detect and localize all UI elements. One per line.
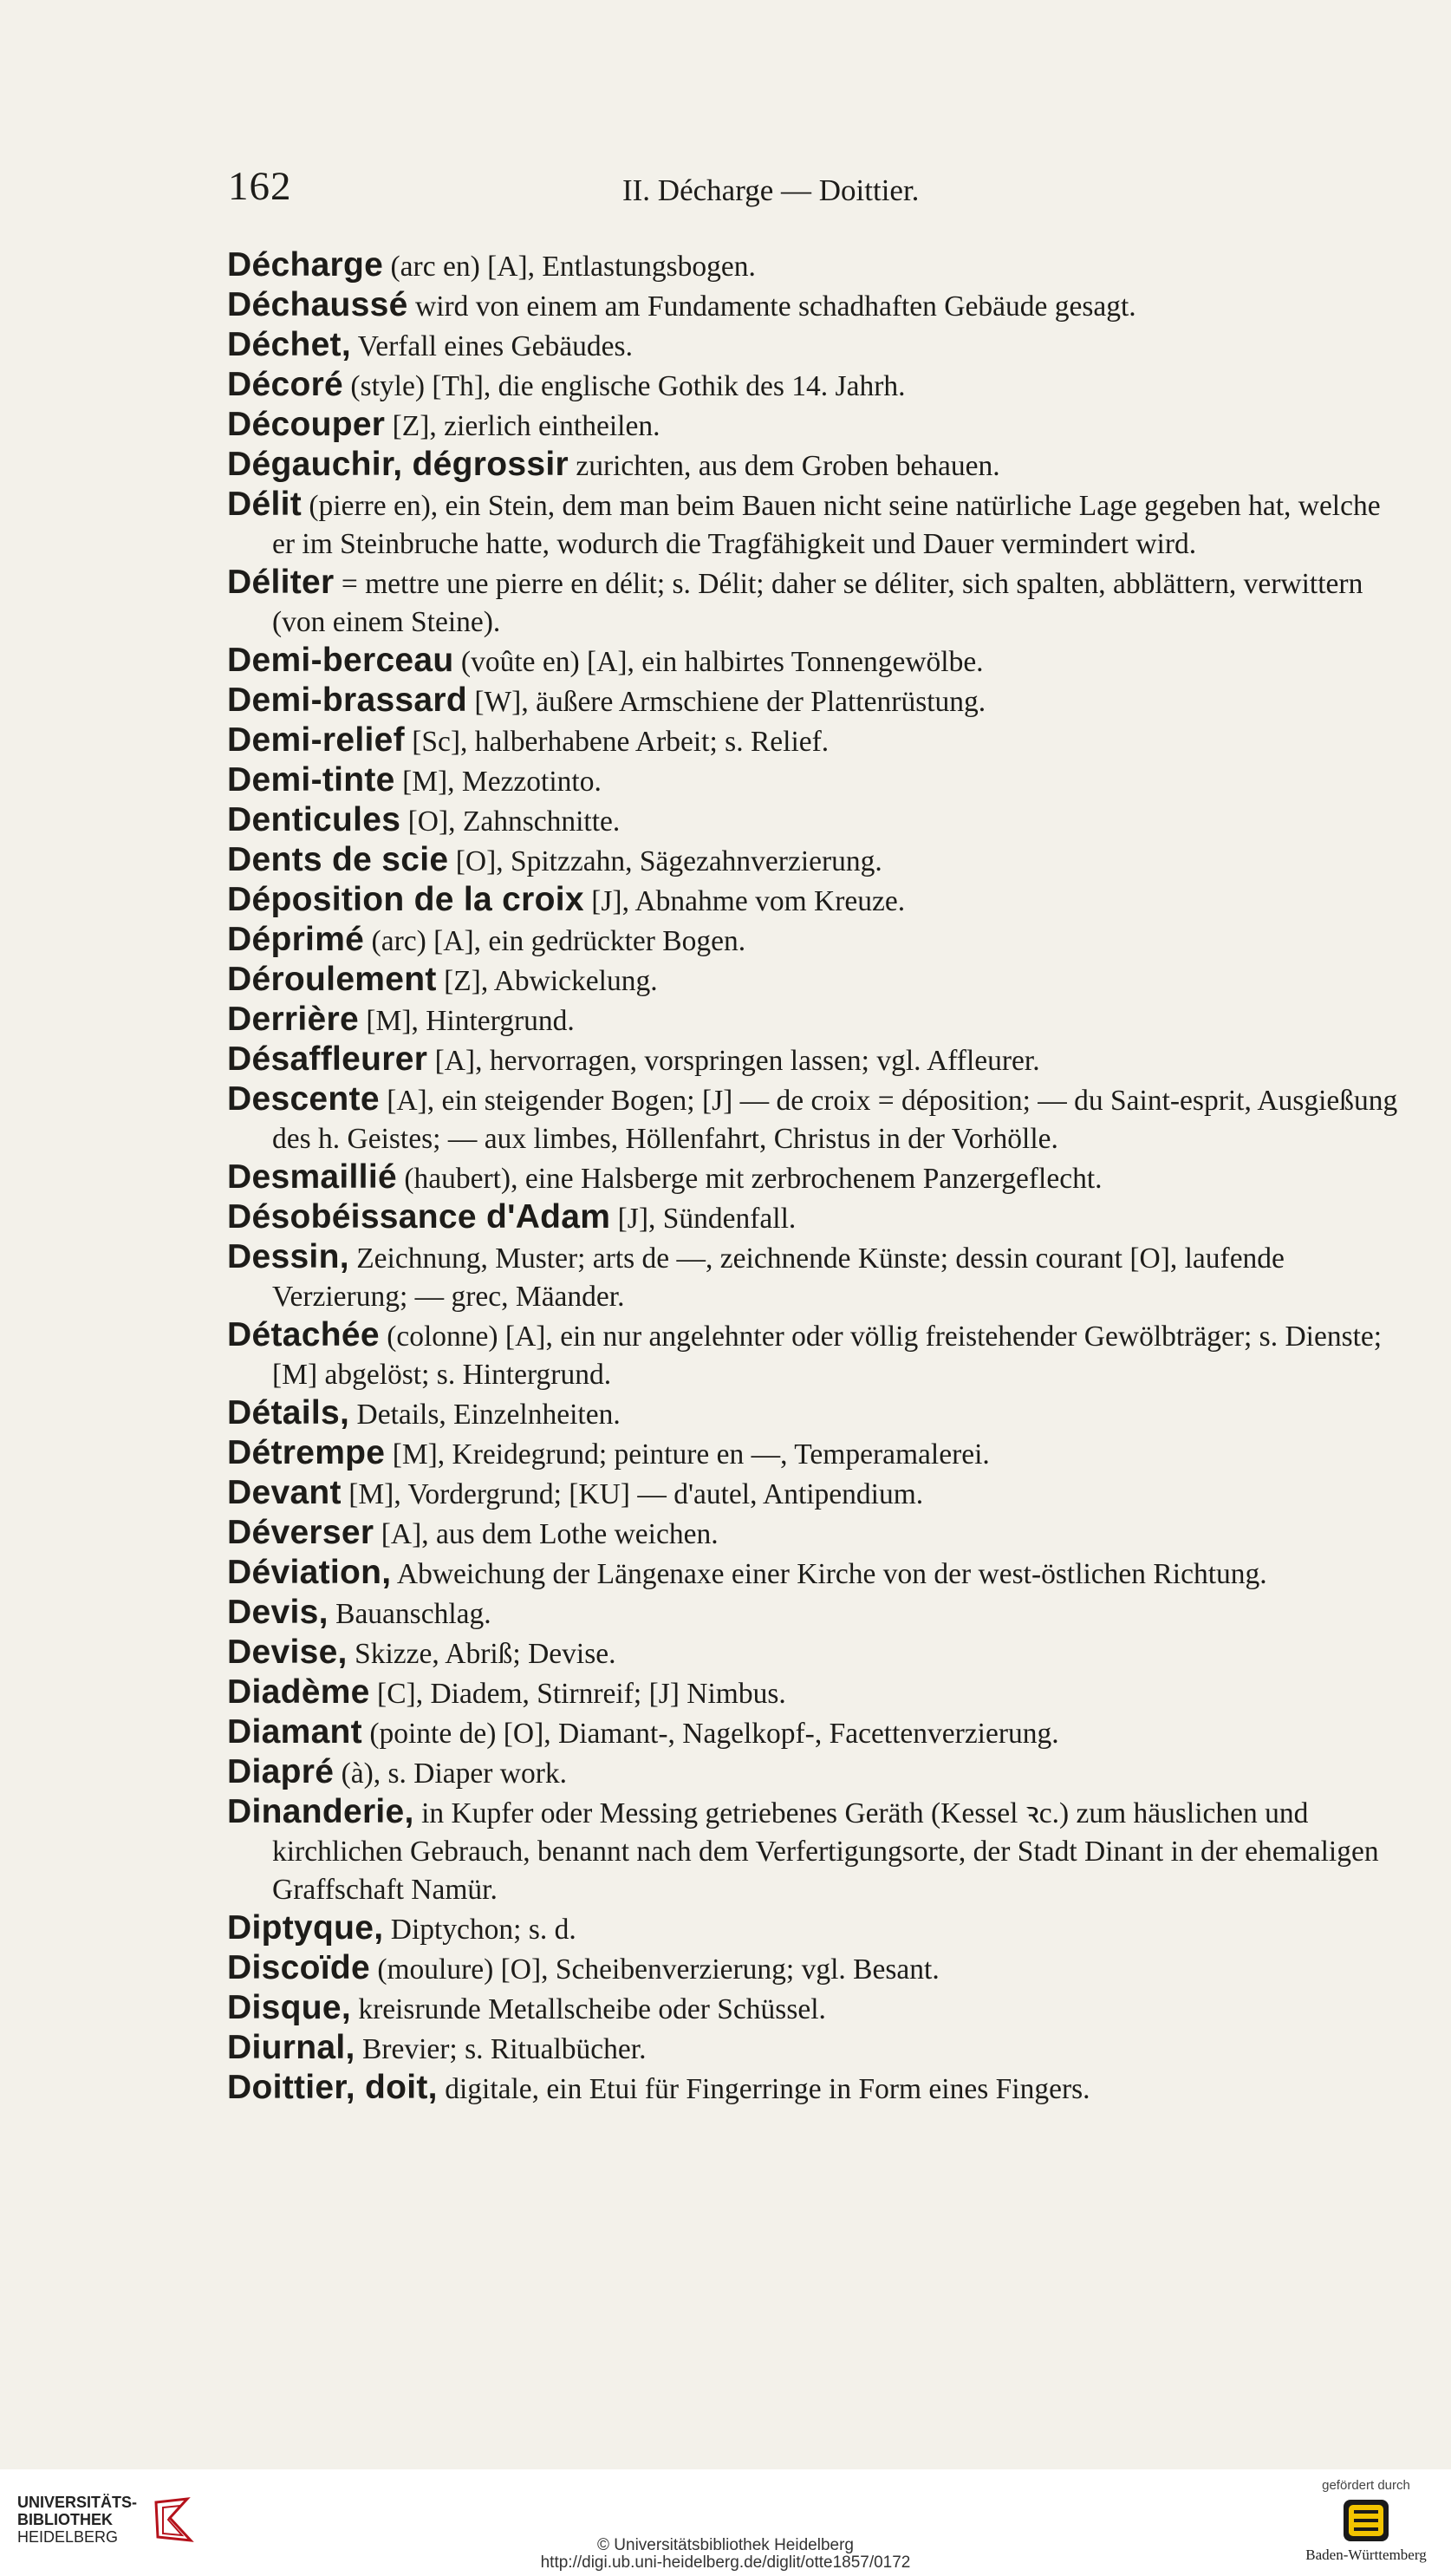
entry-term: Denticules	[227, 801, 401, 838]
entry-definition: zurichten, aus dem Groben behauen.	[568, 450, 1000, 482]
entry-definition: Brevier; s. Ritualbücher.	[355, 2033, 647, 2065]
dictionary-entry	[227, 681, 1406, 721]
dictionary-entry	[227, 1001, 1406, 1040]
dictionary-entry	[227, 1753, 1406, 1793]
entry-definition: in Kupfer oder Messing getriebenes Geräth (Kessel ꝛc.) zum häuslichen und kirchlichen Gebrauch, benannt nach dem Verfertigungsorte, der Stadt Dinant in der ehemaligen Graffschaft Namür.	[272, 1797, 1379, 1906]
page-header	[228, 154, 1407, 224]
dictionary-entry	[227, 486, 1406, 564]
entry-definition: Details, Einzelnheiten.	[349, 1399, 621, 1431]
dictionary-entry	[227, 1080, 1406, 1158]
entry-term: Détachée	[227, 1316, 380, 1353]
dictionary-entry	[227, 921, 1406, 961]
entry-term: Dégauchir, dégrossir	[227, 446, 569, 483]
entry-definition: [J], Abnahme vom Kreuze.	[583, 885, 906, 917]
page-number: 162	[228, 164, 292, 209]
entry-term: Doittier, doit,	[227, 2069, 438, 2106]
funder-block[interactable]	[1305, 2478, 1427, 2564]
entry-term: Détails,	[227, 1394, 350, 1431]
entry-term: Demi-tinte	[227, 761, 395, 799]
entry-term: Déprimé	[227, 921, 365, 958]
dictionary-entry	[227, 366, 1406, 406]
dictionary-entry	[227, 761, 1406, 801]
entry-definition: kreisrunde Metallscheibe oder Schüssel.	[350, 1993, 826, 2025]
entry-definition: Verfall eines Gebäudes.	[350, 330, 633, 362]
dictionary-entry	[227, 1594, 1406, 1634]
dictionary-entry	[227, 1949, 1406, 1989]
dictionary-entry	[227, 2069, 1406, 2109]
entry-term: Déliter	[227, 564, 335, 601]
entry-definition: [O], Spitzzahn, Sägezahnverzierung.	[448, 845, 882, 877]
entry-term: Délit	[227, 486, 303, 523]
dictionary-entry	[227, 1909, 1406, 1949]
entry-term: Désobéissance d'Adam	[227, 1198, 611, 1236]
source-url-link[interactable]: http://digi.ub.uni-heidelberg.de/diglit/otte1857/0172	[540, 2553, 911, 2572]
entry-definition: [O], Zahnschnitte.	[400, 805, 621, 838]
entry-term: Désaffleurer	[227, 1040, 428, 1078]
entry-definition: [A], aus dem Lothe weichen.	[374, 1518, 719, 1550]
entry-term: Décoré	[227, 366, 344, 403]
entry-definition: = mettre une pierre en délit; s. Délit; daher se déliter, sich spalten, abblättern, verwittern (von einem Steine).	[272, 568, 1363, 638]
entry-definition: [Sc], halberhabene Arbeit; s. Relief.	[404, 726, 830, 758]
dictionary-entry	[227, 1514, 1406, 1554]
entry-term: Disque,	[227, 1989, 351, 2026]
entry-term: Desmaillié	[227, 1158, 397, 1196]
entry-term: Diurnal,	[227, 2029, 355, 2066]
entry-definition: Skizze, Abriß; Devise.	[347, 1638, 616, 1670]
entry-definition: (arc en) [A], Entlastungsbogen.	[383, 251, 756, 283]
entry-term: Derrière	[227, 1001, 360, 1038]
entry-term: Découper	[227, 406, 386, 443]
dictionary-entry	[227, 1434, 1406, 1474]
funded-by-text: gefördert durch	[1322, 2478, 1410, 2493]
entry-term: Déverser	[227, 1514, 374, 1551]
dictionary-entry	[227, 721, 1406, 761]
entry-definition: [M], Hintergrund.	[359, 1005, 575, 1037]
entry-definition: (pierre en), ein Stein, dem man beim Bauen nicht seine natürliche Lage gegeben hat, welche er im Steinbruche hatte, wodurch die Tragfähigkeit und Dauer vermindert wird.	[272, 490, 1381, 560]
entry-term: Diadème	[227, 1673, 370, 1711]
baden-wuerttemberg-crest-icon	[1342, 2498, 1390, 2543]
entry-term: Décharge	[227, 246, 384, 284]
entry-definition: Zeichnung, Muster; arts de —, zeichnende Künste; dessin courant [O], laufende Verzierung; — grec, Mäander.	[272, 1242, 1285, 1313]
dictionary-entry	[227, 1713, 1406, 1753]
running-head: II. Décharge — Doittier.	[622, 173, 920, 207]
dictionary-entry	[227, 406, 1406, 446]
dictionary-entry	[227, 1040, 1406, 1080]
dictionary-entry	[227, 841, 1406, 881]
entry-term: Descente	[227, 1080, 380, 1118]
entry-term: Devise,	[227, 1634, 348, 1671]
entry-definition: [J], Sündenfall.	[610, 1203, 797, 1235]
dictionary-entry	[227, 1158, 1406, 1198]
copyright-text: © Universitätsbibliothek Heidelberg	[597, 2536, 854, 2554]
library-name-line: UNIVERSITÄTS-	[17, 2494, 138, 2511]
entry-definition: (style) [Th], die englische Gothik des 14. Jahrh.	[343, 370, 906, 402]
entry-term: Déroulement	[227, 961, 437, 998]
library-name-line: BIBLIOTHEK	[17, 2511, 113, 2528]
entry-definition: Abweichung der Längenaxe einer Kirche von der west-östlichen Richtung.	[391, 1558, 1267, 1590]
entry-definition: [A], ein steigender Bogen; [J] — de croix = déposition; — du Saint-esprit, Ausgießung des h. Geistes; — aux limbes, Höllenfahrt, Christus in der Vorhölle.	[272, 1085, 1398, 1155]
dictionary-entry	[227, 1198, 1406, 1238]
entry-definition: (colonne) [A], ein nur angelehnter oder völlig freistehender Gewölbträger; s. Dienste; [M] abgelöst; s. Hintergrund.	[272, 1321, 1383, 1391]
entry-definition: (voûte en) [A], ein halbirtes Tonnengewölbe.	[453, 646, 984, 678]
dictionary-entry	[227, 1793, 1406, 1909]
dictionary-entry	[227, 326, 1406, 366]
entry-term: Dents de scie	[227, 841, 449, 878]
entry-definition: (pointe de) [O], Diamant-, Nagelkopf-, Facettenverzierung.	[361, 1718, 1059, 1750]
entry-term: Diamant	[227, 1713, 362, 1751]
entry-term: Déchet,	[227, 326, 351, 363]
dictionary-entry	[227, 881, 1406, 921]
entry-definition: (haubert), eine Halsberge mit zerbrochenem Panzergeflecht.	[396, 1163, 1103, 1195]
entry-definition: digitale, ein Etui für Fingerringe in Form eines Fingers.	[437, 2073, 1090, 2105]
entry-term: Dessin,	[227, 1238, 349, 1275]
entry-term: Devant	[227, 1474, 342, 1511]
entry-definition: [M], Kreidegrund; peinture en —, Temperamalerei.	[385, 1438, 990, 1471]
entry-definition: [C], Diadem, Stirnreif; [J] Nimbus.	[369, 1678, 786, 1710]
entry-definition: [M], Vordergrund; [KU] — d'autel, Antipendium.	[341, 1478, 924, 1510]
funder-name: Baden-Württemberg	[1305, 2547, 1427, 2563]
entry-definition: [Z], Abwickelung.	[436, 965, 658, 997]
footer-credit	[0, 2537, 1451, 2572]
dictionary-entry	[227, 286, 1406, 326]
dictionary-entry	[227, 1634, 1406, 1673]
entry-term: Demi-berceau	[227, 642, 454, 679]
dictionary-entry	[227, 801, 1406, 841]
dictionary-entry	[227, 1316, 1406, 1394]
dictionary-entry	[227, 246, 1406, 286]
entry-definition: (arc) [A], ein gedrückter Bogen.	[364, 925, 746, 957]
dictionary-entry	[227, 1394, 1406, 1434]
dictionary-entry	[227, 446, 1406, 486]
entry-definition: [A], hervorragen, vorspringen lassen; vgl. Affleurer.	[427, 1045, 1040, 1077]
entry-term: Diptyque,	[227, 1909, 384, 1947]
entry-term: Déviation,	[227, 1554, 392, 1591]
entry-definition: [Z], zierlich eintheilen.	[385, 410, 660, 442]
entry-definition: Bauanschlag.	[328, 1598, 491, 1630]
dictionary-entry	[227, 642, 1406, 681]
library-name-line: HEIDELBERG	[17, 2528, 119, 2546]
dictionary-entry	[227, 1474, 1406, 1514]
dictionary-entries	[227, 246, 1406, 2109]
dictionary-entry	[227, 2029, 1406, 2069]
entry-term: Diapré	[227, 1753, 335, 1790]
entry-term: Dinanderie,	[227, 1793, 414, 1830]
entry-term: Demi-relief	[227, 721, 405, 759]
entry-term: Devis,	[227, 1594, 329, 1631]
entry-term: Demi-brassard	[227, 681, 468, 719]
dictionary-entry	[227, 1989, 1406, 2029]
entry-definition: Diptychon; s. d.	[383, 1914, 576, 1946]
entry-definition: wird von einem am Fundamente schadhaften Gebäude gesagt.	[407, 290, 1136, 323]
entry-definition: (moulure) [O], Scheibenverzierung; vgl. Besant.	[369, 1953, 940, 1986]
dictionary-entry	[227, 1238, 1406, 1316]
entry-term: Discoïde	[227, 1949, 370, 1986]
dictionary-entry	[227, 961, 1406, 1001]
entry-definition: [W], äußere Armschiene der Plattenrüstung.	[467, 686, 986, 718]
entry-term: Détrempe	[227, 1434, 386, 1471]
entry-definition: [M], Mezzotinto.	[394, 766, 602, 798]
entry-definition: (à), s. Diaper work.	[334, 1758, 568, 1790]
dictionary-entry	[227, 1554, 1406, 1594]
dictionary-entry	[227, 564, 1406, 642]
dictionary-entry	[227, 1673, 1406, 1713]
entry-term: Déposition de la croix	[227, 881, 584, 918]
entry-term: Déchaussé	[227, 286, 408, 323]
